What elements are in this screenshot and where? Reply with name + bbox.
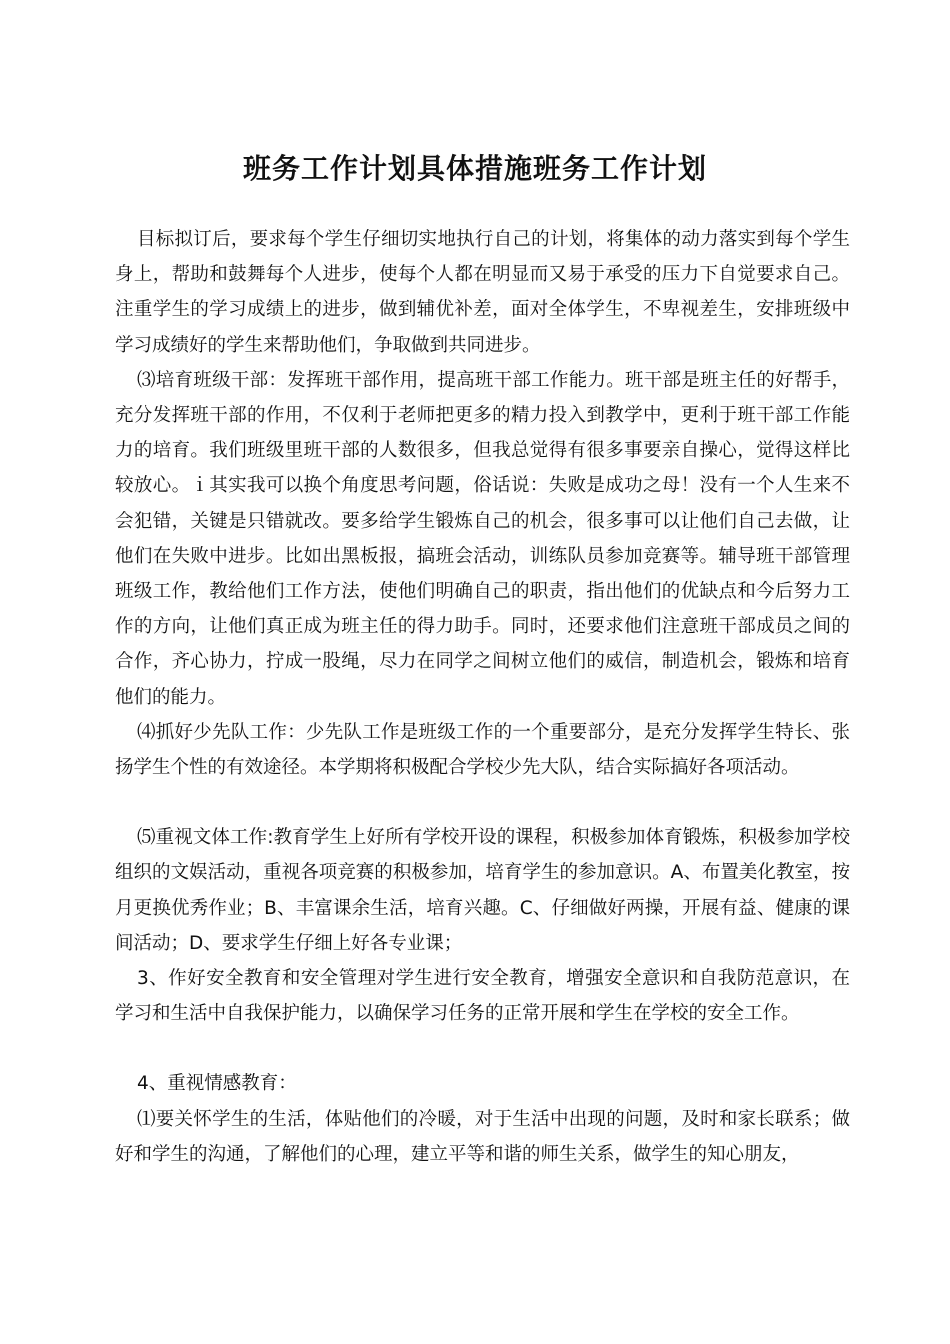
paragraph-class-cadres: ⑶培育班级干部：发挥班干部作用，提高班干部工作能力。班干部是班主任的好帮手，充分发挥班干部的作用，不仅利于老师把更多的精力投入到教学中，更利于班干部工作能力的培育。我们班级里班干部的人数很多，但我总觉得有很多事要亲自操心，觉得这样比较放心。ｉ其实我可以换个角度思考问题，俗话说：失败是成功之母！没有一个人生来不会犯错，关键是只错就改。要多给学生锻炼自己的机会，很多事可以让他们自己去做，让他们在失败中进步。比如出黑板报，搞班会活动，训练队员参加竞赛等。辅导班干部管理班级工作，教给他们工作方法，使他们明确自己的职责，指出他们的优缺点和今后努力工作的方向，让他们真正成为班主任的得力助手。同时，还要求他们注意班干部成员之间的合作，齐心协力，拧成一股绳，尽力在同学之间树立他们的威信，制造机会，锻炼和培育他们的能力。 [115, 369, 850, 708]
document-body [115, 222, 850, 1172]
paragraph-student-care: ⑴要关怀学生的生活，体贴他们的冷暖，对于生活中出现的问题，及时和家长联系；做好和学生的沟通，了解他们的心理，建立平等和谐的师生关系，做学生的知心朋友， [115, 1108, 850, 1165]
paragraph-safety-education: 3、作好安全教育和安全管理对学生进行安全教育，增强安全意识和自我防范意识，在学习和生活中自我保护能力，以确保学习任务的正常开展和学生在学校的安全工作。 [115, 968, 850, 1025]
document-title: 班务工作计划具体措施班务工作计划 [242, 151, 707, 185]
paragraph-goal-execution: 目标拟订后，要求每个学生仔细切实地执行自己的计划，将集体的动力落实到每个学生身上，帮助和鼓舞每个人进步，使每个人都在明显而又易于承受的压力下自觉要求自己。注重学生的学习成绩上的进步，做到辅优补差，面对全体学生，不卑视差生，安排班级中学习成绩好的学生来帮助他们，争取做到共同进步。 [115, 229, 850, 356]
paragraph-emotional-education-heading: 4、重视情感教育： [137, 1073, 297, 1095]
paragraph-arts-sports: ⑸重视文体工作:教育学生上好所有学校开设的课程，积极参加体育锻炼，积极参加学校组织的文娱活动，重视各项竞赛的积极参加，培育学生的参加意识。A、布置美化教室，按月更换优秀作业；B、丰富课余生活，培育兴趣。C、仔细做好两操，开展有益、健康的课间活动；D、要求学生仔细上好各专业课； [115, 827, 850, 954]
paragraph-young-pioneers: ⑷抓好少先队工作：少先队工作是班级工作的一个重要部分，是充分发挥学生特长、张扬学生个性的有效途径。本学期将积极配合学校少先大队，结合实际搞好各项活动。 [115, 721, 850, 779]
